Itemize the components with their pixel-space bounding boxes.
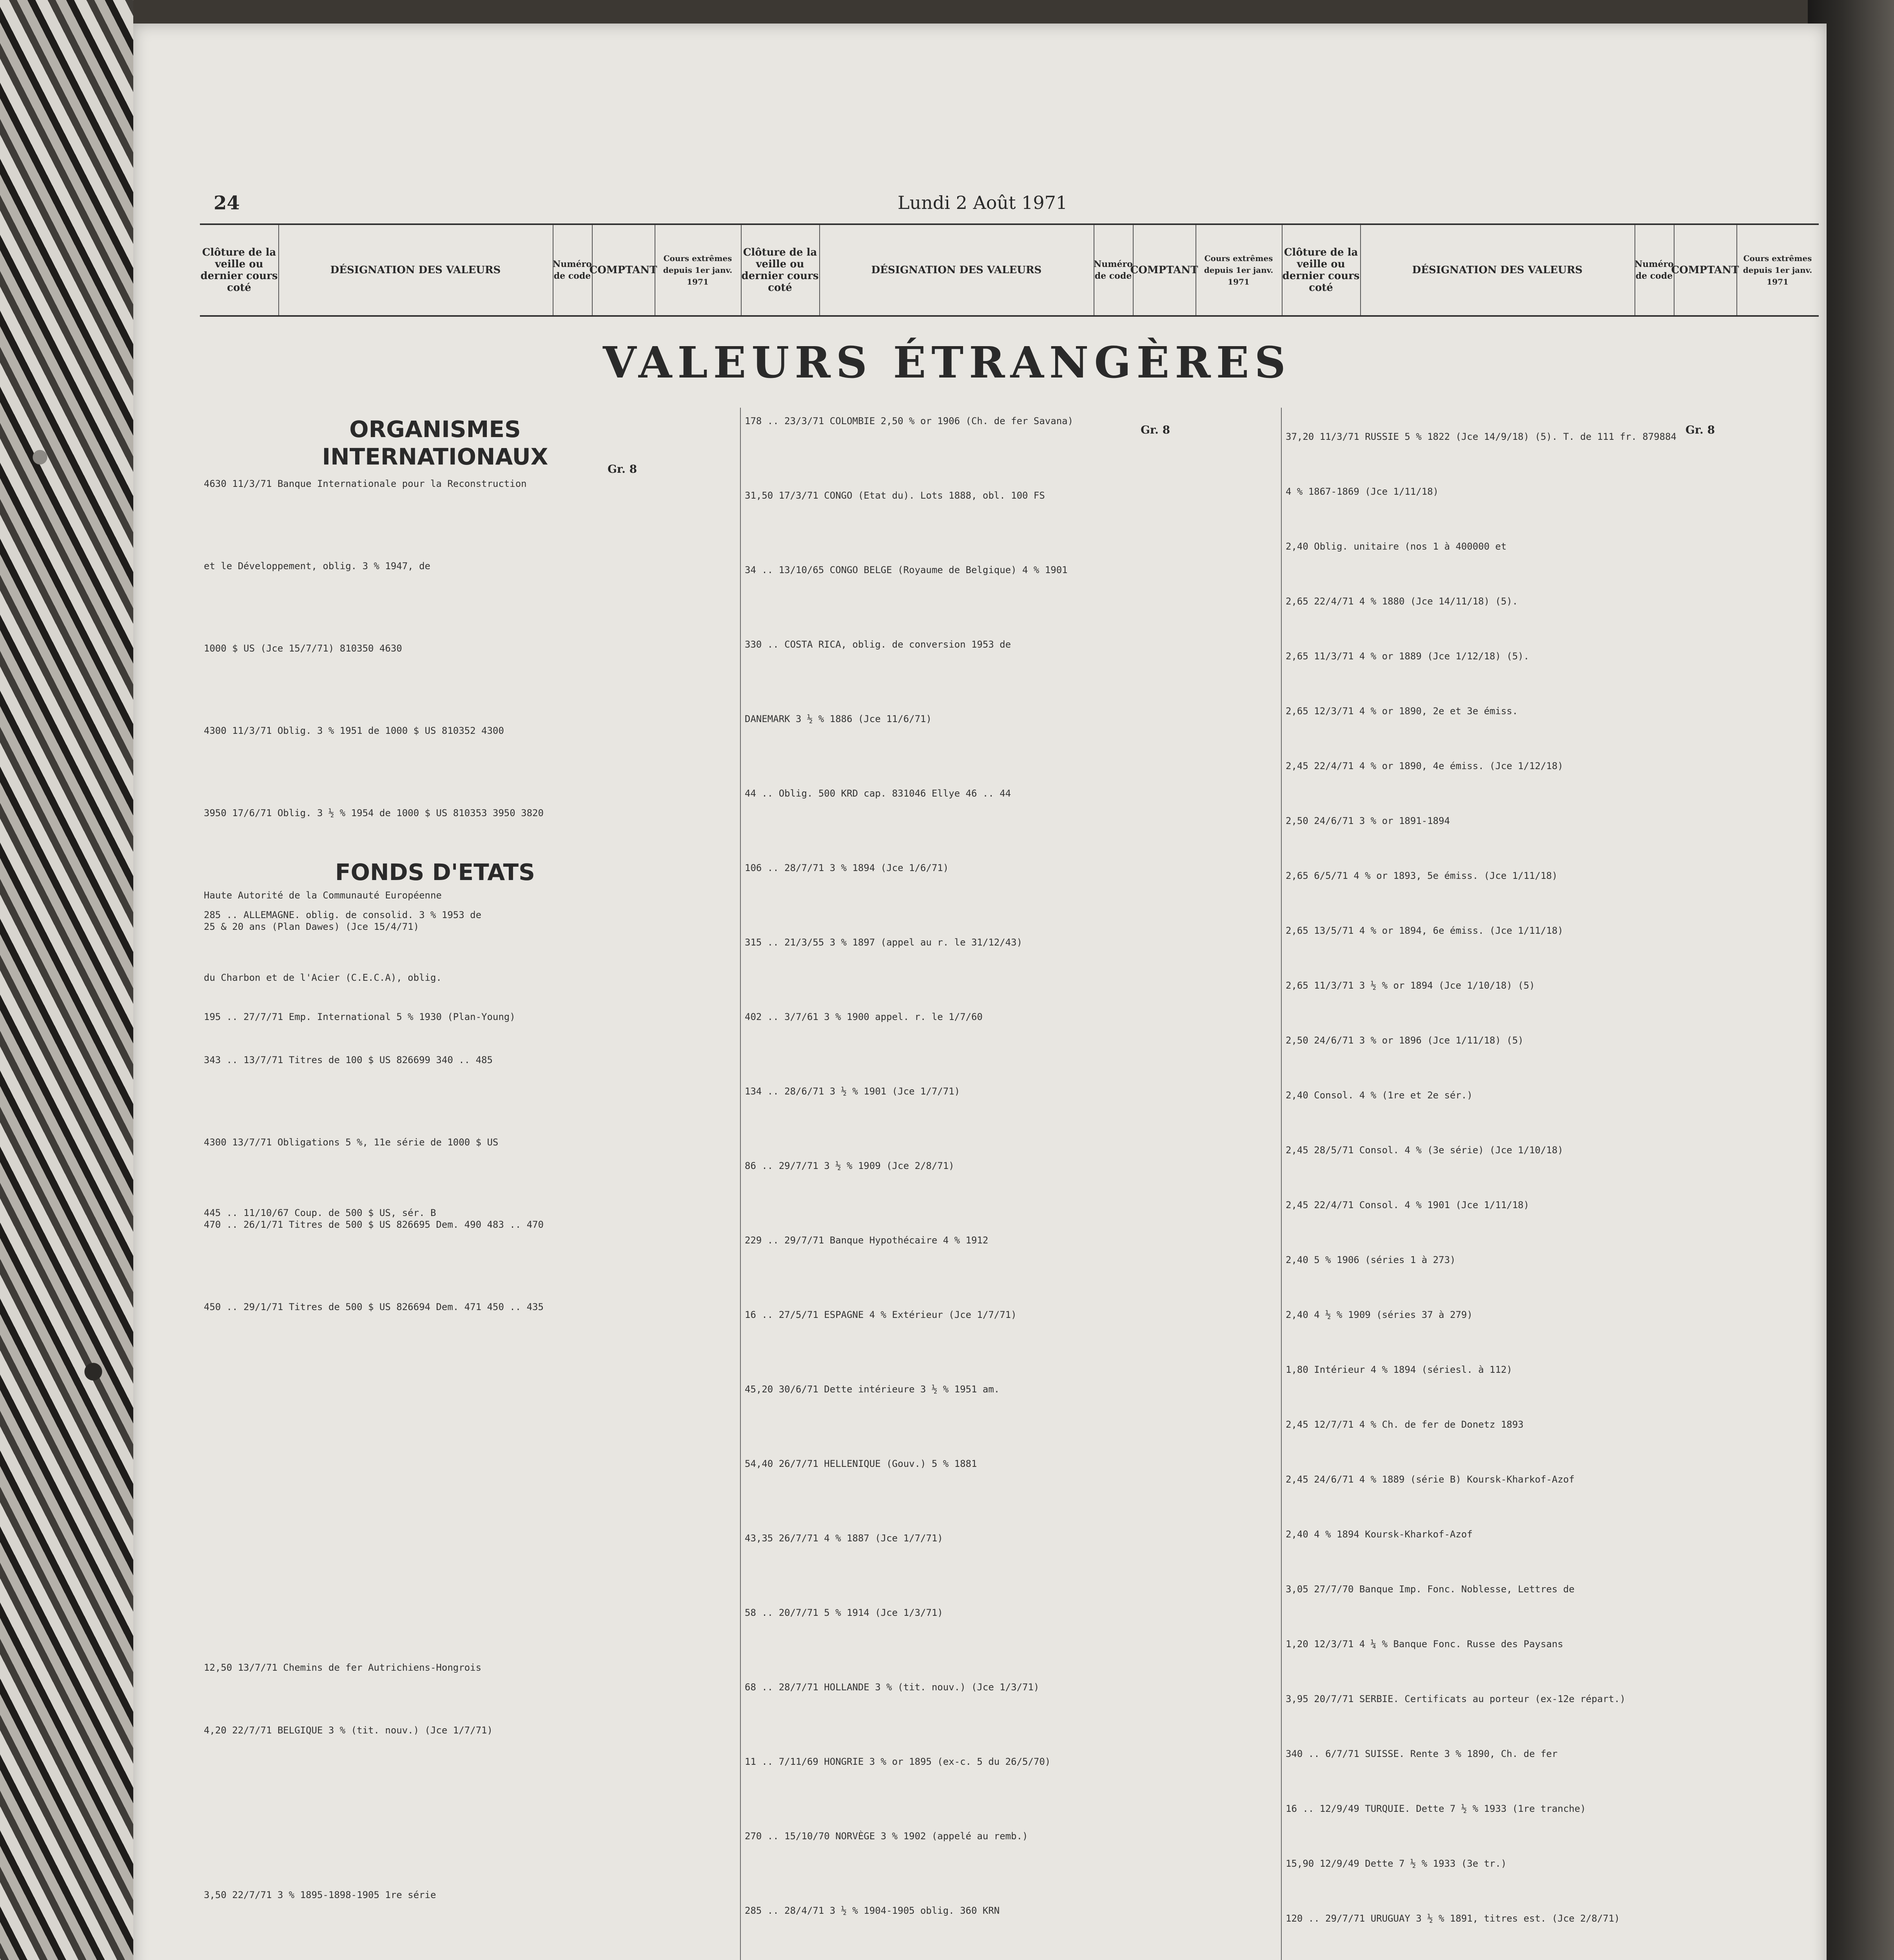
- listing-line: 470 .. 26/1/71 Titres de 500 $ US 826695 Dem. 490 483 .. 470: [204, 1219, 544, 1230]
- listing-line: 2,65 6/5/71 4 % or 1893, 5e émiss. (Jce 1/11/18): [1286, 870, 1558, 881]
- ledger-page: [133, 24, 1827, 1960]
- listing-line: 2,45 22/4/71 Consol. 4 % 1901 (Jce 1/11/18): [1286, 1200, 1529, 1210]
- listing-line: 285 .. 28/4/71 3 ½ % 1904-1905 oblig. 360 KRN: [745, 1905, 1000, 1916]
- listing-line: Haute Autorité de la Communauté Européenne: [204, 890, 442, 901]
- listing-line: et le Développement, oblig. 3 % 1947, de: [204, 561, 430, 572]
- page-number: 24: [214, 192, 240, 214]
- listing-line: 195 .. 27/7/71 Emp. International 5 % 1930 (Plan-Young): [204, 1011, 515, 1022]
- listing-line: 86 .. 29/7/71 3 ½ % 1909 (Jce 2/8/71): [745, 1160, 954, 1171]
- listing-line: DANEMARK 3 ½ % 1886 (Jce 11/6/71): [745, 713, 932, 724]
- listing-line: 106 .. 28/7/71 3 % 1894 (Jce 1/6/71): [745, 862, 949, 873]
- listing-line: 330 .. COSTA RICA, oblig. de conversion 1953 de: [745, 639, 1011, 650]
- listing-line: 58 .. 20/7/71 5 % 1914 (Jce 1/3/71): [745, 1607, 943, 1618]
- listing-line: 2,40 5 % 1906 (séries 1 à 273): [1286, 1254, 1456, 1265]
- listing-line: 4630 11/3/71 Banque Internationale pour la Reconstruction: [204, 478, 527, 489]
- listing-line: 450 .. 29/1/71 Titres de 500 $ US 826694 Dem. 471 450 .. 435: [204, 1301, 544, 1312]
- listing-line: 2,45 22/4/71 4 % or 1890, 4e émiss. (Jce 1/12/18): [1286, 760, 1564, 771]
- listing-line: 2,50 24/6/71 3 % or 1896 (Jce 1/11/18) (5): [1286, 1035, 1524, 1046]
- listing-line: 4,20 22/7/71 BELGIQUE 3 % (tit. nouv.) (Jce 1/7/71): [204, 1725, 493, 1736]
- listing-line: 2,65 22/4/71 4 % 1880 (Jce 14/11/18) (5).: [1286, 596, 1518, 607]
- listing-line: 270 .. 15/10/70 NORVÈGE 3 % 1902 (appelé au remb.): [745, 1831, 1028, 1842]
- header-comptant-2: COMPTANT: [1133, 225, 1196, 315]
- listing-line: 402 .. 3/7/61 3 % 1900 appel. r. le 1/7/60: [745, 1011, 983, 1022]
- header-extremes-1: Cours extrêmes depuis 1er janv. 1971: [655, 225, 742, 315]
- listing-line: 37,20 11/3/71 RUSSIE 5 % 1822 (Jce 14/9/18) (5). T. de 111 fr. 879884: [1286, 431, 1676, 442]
- listing-line: 2,40 Consol. 4 % (1re et 2e sér.): [1286, 1090, 1473, 1101]
- header-designation-2: DÉSIGNATION DES VALEURS: [819, 225, 1094, 315]
- header-extremes-2: Cours extrêmes depuis 1er janv. 1971: [1196, 225, 1283, 315]
- listing-line: 285 .. ALLEMAGNE. oblig. de consolid. 3 % 1953 de: [204, 909, 482, 920]
- marbled-binding: [0, 0, 133, 1960]
- listing-line: 1,20 12/3/71 4 ¼ % Banque Fonc. Russe des Paysans: [1286, 1639, 1564, 1650]
- listing-line: 2,65 12/3/71 4 % or 1890, 2e et 3e émiss.: [1286, 706, 1518, 717]
- listing-line: 2,65 11/3/71 3 ½ % or 1894 (Jce 1/10/18) (5): [1286, 980, 1535, 991]
- listing-line: 3,05 27/7/70 Banque Imp. Fonc. Noblesse, Lettres de: [1286, 1584, 1575, 1595]
- listing-line: 2,45 12/7/71 4 % Ch. de fer de Donetz 1893: [1286, 1419, 1524, 1430]
- header-cloture-2: Clôture de la veille ou dernier cours coté: [741, 225, 820, 315]
- header-numero-2: Numéro de code: [1094, 225, 1134, 315]
- section-fonds: FONDS D'ETATS: [335, 859, 535, 886]
- listing-line: 43,35 26/7/71 4 % 1887 (Jce 1/7/71): [745, 1533, 943, 1544]
- header-designation-1: DÉSIGNATION DES VALEURS: [278, 225, 553, 315]
- page-date: Lundi 2 Août 1971: [898, 192, 1068, 213]
- listing-line: 134 .. 28/6/71 3 ½ % 1901 (Jce 1/7/71): [745, 1086, 960, 1097]
- page-title: VALEURS ÉTRANGÈRES: [603, 337, 1291, 388]
- listing-line: 4300 11/3/71 Oblig. 3 % 1951 de 1000 $ US 810352 4300: [204, 725, 504, 736]
- header-cloture-3: Clôture de la veille ou dernier cours coté: [1282, 225, 1361, 315]
- header-numero-1: Numéro de code: [553, 225, 593, 315]
- listing-line: 2,45 24/6/71 4 % 1889 (série B) Koursk-Kharkof-Azof: [1286, 1474, 1575, 1485]
- column-header-row: [200, 223, 1819, 317]
- listing-line: 16 .. 12/9/49 TURQUIE. Dette 7 ½ % 1933 (1re tranche): [1286, 1803, 1586, 1814]
- listing-line: 2,45 28/5/71 Consol. 4 % (3e série) (Jce 1/10/18): [1286, 1145, 1564, 1156]
- listing-line: 1,80 Intérieur 4 % 1894 (sériesl. à 112): [1286, 1364, 1512, 1375]
- listing-line: 68 .. 28/7/71 HOLLANDE 3 % (tit. nouv.) (Jce 1/3/71): [745, 1682, 1040, 1693]
- listing-line: 2,65 13/5/71 4 % or 1894, 6e émiss. (Jce 1/11/18): [1286, 925, 1564, 936]
- listing-line: 25 & 20 ans (Plan Dawes) (Jce 15/4/71): [204, 921, 419, 932]
- column-divider: [740, 408, 741, 1960]
- listing-line: 45,20 30/6/71 Dette intérieure 3 ½ % 1951 am.: [745, 1384, 1000, 1395]
- listing-line: 16 .. 27/5/71 ESPAGNE 4 % Extérieur (Jce 1/7/71): [745, 1309, 1017, 1320]
- listing-line: 315 .. 21/3/55 3 % 1897 (appel au r. le 31/12/43): [745, 937, 1023, 948]
- listing-line: 15,90 12/9/49 Dette 7 ½ % 1933 (3e tr.): [1286, 1858, 1507, 1869]
- header-comptant-1: COMPTANT: [592, 225, 655, 315]
- listing-line: 343 .. 13/7/71 Titres de 100 $ US 826699 340 .. 485: [204, 1054, 493, 1065]
- listing-line: 54,40 26/7/71 HELLENIQUE (Gouv.) 5 % 1881: [745, 1458, 977, 1469]
- listing-line: 44 .. Oblig. 500 KRD cap. 831046 Ellye 46 .. 44: [745, 788, 1011, 799]
- header-numero-3: Numéro de code: [1635, 225, 1674, 315]
- listing-line: 2,40 4 ½ % 1909 (séries 37 à 279): [1286, 1309, 1473, 1320]
- header-comptant-3: COMPTANT: [1674, 225, 1737, 315]
- listing-line: 31,50 17/3/71 CONGO (Etat du). Lots 1888, obl. 100 FS: [745, 490, 1045, 501]
- listing-line: 3,95 20/7/71 SERBIE. Certificats au porteur (ex-12e répart.): [1286, 1693, 1626, 1704]
- listing-line: 178 .. 23/3/71 COLOMBIE 2,50 % or 1906 (Ch. de fer Savana): [745, 416, 1074, 426]
- listing-line: 12,50 13/7/71 Chemins de fer Autrichiens-Hongrois: [204, 1662, 482, 1673]
- listing-line: 4300 13/7/71 Obligations 5 %, 11e série de 1000 $ US: [204, 1137, 499, 1148]
- listing-line: du Charbon et de l'Acier (C.E.C.A), oblig.: [204, 972, 442, 983]
- listing-line: 120 .. 29/7/71 URUGUAY 3 ½ % 1891, titres est. (Jce 2/8/71): [1286, 1913, 1620, 1924]
- header-designation-3: DÉSIGNATION DES VALEURS: [1360, 225, 1635, 315]
- group-label-1: Gr. 8: [608, 463, 637, 475]
- section-organismes: ORGANISMES INTERNATIONAUX: [322, 416, 548, 470]
- listing-line: 11 .. 7/11/69 HONGRIE 3 % or 1895 (ex-c. 5 du 26/5/70): [745, 1756, 1051, 1767]
- listing-line: 2,65 11/3/71 4 % or 1889 (Jce 1/12/18) (5).: [1286, 651, 1529, 662]
- listing-line: 2,40 4 % 1894 Koursk-Kharkof-Azof: [1286, 1529, 1473, 1540]
- listing-line: 3,50 22/7/71 3 % 1895-1898-1905 1re série: [204, 1889, 436, 1900]
- column-divider: [1281, 408, 1282, 1960]
- listing-line: 3950 17/6/71 Oblig. 3 ½ % 1954 de 1000 $ US 810353 3950 3820: [204, 808, 544, 818]
- listing-line: 340 .. 6/7/71 SUISSE. Rente 3 % 1890, Ch. de fer: [1286, 1748, 1558, 1759]
- listing-line: 445 .. 11/10/67 Coup. de 500 $ US, sér. B: [204, 1207, 436, 1218]
- header-extremes-3: Cours extrêmes depuis 1er janv. 1971: [1743, 254, 1812, 287]
- listing-line: 229 .. 29/7/71 Banque Hypothécaire 4 % 1912: [745, 1235, 989, 1246]
- listing-line: 2,40 Oblig. unitaire (nos 1 à 400000 et: [1286, 541, 1507, 552]
- listing-columns: [200, 408, 1819, 1960]
- listing-line: 1000 $ US (Jce 15/7/71) 810350 4630: [204, 643, 402, 654]
- listing-line: 4 % 1867-1869 (Jce 1/11/18): [1286, 486, 1439, 497]
- listing-line: 34 .. 13/10/65 CONGO BELGE (Royaume de Belgique) 4 % 1901: [745, 564, 1068, 575]
- group-label-3: Gr. 8: [1685, 423, 1715, 436]
- group-label-2: Gr. 8: [1141, 423, 1170, 436]
- header-cloture-1: Clôture de la veille ou dernier cours coté: [200, 225, 279, 315]
- listing-line: 2,50 24/6/71 3 % or 1891-1894: [1286, 815, 1450, 826]
